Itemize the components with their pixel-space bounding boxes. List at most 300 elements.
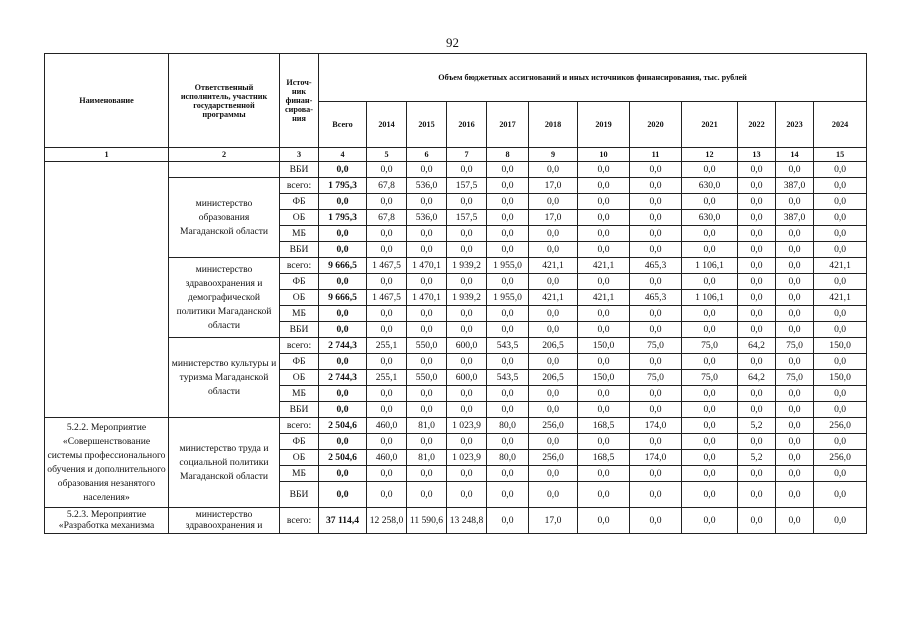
col-number: 6 xyxy=(407,148,447,162)
value-cell: 11 590,6 xyxy=(407,508,447,534)
value-cell: 256,0 xyxy=(814,418,867,434)
value-cell: 550,0 xyxy=(407,370,447,386)
value-cell: 0,0 xyxy=(738,354,776,370)
value-cell: 0,0 xyxy=(776,450,814,466)
value-cell: 0,0 xyxy=(487,226,529,242)
value-cell: 0,0 xyxy=(814,210,867,226)
total-cell: 0,0 xyxy=(319,354,367,370)
value-cell: 67,8 xyxy=(367,210,407,226)
value-cell: 0,0 xyxy=(447,322,487,338)
value-cell: 5,2 xyxy=(738,418,776,434)
source-cell: ОБ xyxy=(280,450,319,466)
value-cell: 0,0 xyxy=(814,466,867,482)
value-cell: 67,8 xyxy=(367,178,407,194)
value-cell: 550,0 xyxy=(407,338,447,354)
value-cell: 0,0 xyxy=(367,194,407,210)
value-cell: 0,0 xyxy=(487,466,529,482)
value-cell: 0,0 xyxy=(447,466,487,482)
value-cell: 0,0 xyxy=(630,466,682,482)
value-cell: 0,0 xyxy=(630,242,682,258)
value-cell: 64,2 xyxy=(738,370,776,386)
value-cell: 75,0 xyxy=(682,338,738,354)
value-cell: 0,0 xyxy=(682,354,738,370)
year-header: 2018 xyxy=(529,102,578,148)
value-cell: 0,0 xyxy=(487,242,529,258)
value-cell: 0,0 xyxy=(682,162,738,178)
value-cell: 0,0 xyxy=(407,434,447,450)
value-cell: 0,0 xyxy=(407,482,447,508)
value-cell: 0,0 xyxy=(776,354,814,370)
header-row-col-numbers xyxy=(45,148,867,162)
total-cell: 0,0 xyxy=(319,466,367,482)
value-cell: 0,0 xyxy=(578,306,630,322)
value-cell: 0,0 xyxy=(630,162,682,178)
value-cell: 0,0 xyxy=(407,354,447,370)
value-cell: 0,0 xyxy=(529,466,578,482)
value-cell: 0,0 xyxy=(447,482,487,508)
value-cell: 64,2 xyxy=(738,338,776,354)
source-cell: ВБИ xyxy=(280,242,319,258)
value-cell: 75,0 xyxy=(630,370,682,386)
value-cell: 600,0 xyxy=(447,370,487,386)
value-cell: 255,1 xyxy=(367,338,407,354)
value-cell: 465,3 xyxy=(630,258,682,274)
value-cell: 150,0 xyxy=(578,338,630,354)
value-cell: 0,0 xyxy=(578,210,630,226)
source-cell: ВБИ xyxy=(280,162,319,178)
value-cell: 387,0 xyxy=(776,178,814,194)
value-cell: 0,0 xyxy=(630,194,682,210)
value-cell: 0,0 xyxy=(776,466,814,482)
value-cell: 0,0 xyxy=(630,226,682,242)
year-header: 2024 xyxy=(814,102,867,148)
value-cell: 1 467,5 xyxy=(367,290,407,306)
value-cell: 0,0 xyxy=(529,354,578,370)
value-cell: 460,0 xyxy=(367,450,407,466)
value-cell: 0,0 xyxy=(407,242,447,258)
value-cell: 0,0 xyxy=(682,242,738,258)
value-cell: 0,0 xyxy=(487,306,529,322)
col-number: 8 xyxy=(487,148,529,162)
value-cell: 0,0 xyxy=(738,466,776,482)
value-cell: 0,0 xyxy=(776,274,814,290)
source-cell: МБ xyxy=(280,466,319,482)
value-cell: 1 470,1 xyxy=(407,290,447,306)
value-cell: 0,0 xyxy=(447,354,487,370)
value-cell: 0,0 xyxy=(529,162,578,178)
year-header: 2023 xyxy=(776,102,814,148)
table-row xyxy=(45,418,867,434)
value-cell: 0,0 xyxy=(367,162,407,178)
value-cell: 0,0 xyxy=(447,226,487,242)
value-cell: 0,0 xyxy=(738,274,776,290)
value-cell: 0,0 xyxy=(738,508,776,534)
source-cell: ФБ xyxy=(280,194,319,210)
value-cell: 12 258,0 xyxy=(367,508,407,534)
value-cell: 0,0 xyxy=(529,226,578,242)
source-cell: ОБ xyxy=(280,290,319,306)
value-cell: 168,5 xyxy=(578,418,630,434)
value-cell: 0,0 xyxy=(738,178,776,194)
col-number: 11 xyxy=(630,148,682,162)
value-cell: 0,0 xyxy=(407,402,447,418)
value-cell: 0,0 xyxy=(776,194,814,210)
source-cell: всего: xyxy=(280,508,319,534)
value-cell: 0,0 xyxy=(447,162,487,178)
value-cell: 255,1 xyxy=(367,370,407,386)
value-cell: 0,0 xyxy=(814,162,867,178)
value-cell: 0,0 xyxy=(407,226,447,242)
total-cell: 9 666,5 xyxy=(319,290,367,306)
total-cell: 0,0 xyxy=(319,162,367,178)
total-cell: 0,0 xyxy=(319,306,367,322)
total-cell: 0,0 xyxy=(319,482,367,508)
value-cell: 256,0 xyxy=(529,418,578,434)
value-cell: 1 467,5 xyxy=(367,258,407,274)
value-cell: 0,0 xyxy=(814,434,867,450)
executor-cell: министерство здравоохранения и демографической политики Магаданской области xyxy=(169,258,280,338)
source-cell: ОБ xyxy=(280,370,319,386)
value-cell: 543,5 xyxy=(487,370,529,386)
executor-cell: министерство образования Магаданской области xyxy=(169,178,280,258)
value-cell: 1 939,2 xyxy=(447,258,487,274)
value-cell: 0,0 xyxy=(776,162,814,178)
source-cell: всего: xyxy=(280,338,319,354)
year-header: 2014 xyxy=(367,102,407,148)
name-cell: 5.2.3. Мероприятие «Разработка механизма xyxy=(45,508,169,534)
value-cell: 0,0 xyxy=(447,274,487,290)
value-cell: 0,0 xyxy=(487,386,529,402)
value-cell: 1 106,1 xyxy=(682,258,738,274)
value-cell: 460,0 xyxy=(367,418,407,434)
value-cell: 0,0 xyxy=(407,274,447,290)
value-cell: 0,0 xyxy=(529,386,578,402)
col-number: 5 xyxy=(367,148,407,162)
value-cell: 150,0 xyxy=(814,370,867,386)
value-cell: 543,5 xyxy=(487,338,529,354)
value-cell: 0,0 xyxy=(447,402,487,418)
value-cell: 174,0 xyxy=(630,450,682,466)
col-header-name: Наименование xyxy=(45,54,169,148)
source-cell: ФБ xyxy=(280,354,319,370)
value-cell: 0,0 xyxy=(578,402,630,418)
value-cell: 0,0 xyxy=(578,242,630,258)
value-cell: 0,0 xyxy=(578,434,630,450)
total-cell: 2 504,6 xyxy=(319,418,367,434)
value-cell: 174,0 xyxy=(630,418,682,434)
table-row xyxy=(45,258,867,274)
value-cell: 1 023,9 xyxy=(447,418,487,434)
value-cell: 0,0 xyxy=(578,354,630,370)
value-cell: 0,0 xyxy=(529,434,578,450)
col-number: 7 xyxy=(447,148,487,162)
value-cell: 168,5 xyxy=(578,450,630,466)
value-cell: 17,0 xyxy=(529,508,578,534)
value-cell: 81,0 xyxy=(407,418,447,434)
value-cell: 0,0 xyxy=(738,258,776,274)
value-cell: 0,0 xyxy=(578,162,630,178)
value-cell: 80,0 xyxy=(487,450,529,466)
value-cell: 0,0 xyxy=(776,258,814,274)
table-row xyxy=(45,338,867,354)
value-cell: 0,0 xyxy=(776,434,814,450)
year-header: 2019 xyxy=(578,102,630,148)
value-cell: 0,0 xyxy=(407,162,447,178)
value-cell: 0,0 xyxy=(407,466,447,482)
value-cell: 0,0 xyxy=(682,194,738,210)
total-cell: 0,0 xyxy=(319,322,367,338)
total-cell: 0,0 xyxy=(319,226,367,242)
year-header: 2016 xyxy=(447,102,487,148)
value-cell: 0,0 xyxy=(776,226,814,242)
value-cell: 0,0 xyxy=(630,508,682,534)
source-cell: ОБ xyxy=(280,210,319,226)
value-cell: 206,5 xyxy=(529,338,578,354)
col-number: 10 xyxy=(578,148,630,162)
value-cell: 0,0 xyxy=(814,354,867,370)
source-cell: МБ xyxy=(280,306,319,322)
table-row xyxy=(45,508,867,534)
value-cell: 0,0 xyxy=(738,162,776,178)
col-number: 13 xyxy=(738,148,776,162)
value-cell: 0,0 xyxy=(487,322,529,338)
source-cell: ВБИ xyxy=(280,402,319,418)
value-cell: 0,0 xyxy=(682,386,738,402)
value-cell: 0,0 xyxy=(630,210,682,226)
value-cell: 0,0 xyxy=(814,194,867,210)
value-cell: 0,0 xyxy=(487,434,529,450)
value-cell: 421,1 xyxy=(578,290,630,306)
value-cell: 0,0 xyxy=(738,210,776,226)
value-cell: 421,1 xyxy=(529,290,578,306)
value-cell: 465,3 xyxy=(630,290,682,306)
value-cell: 0,0 xyxy=(578,194,630,210)
value-cell: 0,0 xyxy=(776,402,814,418)
value-cell: 0,0 xyxy=(367,434,407,450)
value-cell: 1 023,9 xyxy=(447,450,487,466)
value-cell: 0,0 xyxy=(682,434,738,450)
value-cell: 0,0 xyxy=(738,434,776,450)
value-cell: 0,0 xyxy=(367,242,407,258)
source-cell: всего: xyxy=(280,178,319,194)
header-row-1 xyxy=(45,54,867,102)
value-cell: 0,0 xyxy=(630,386,682,402)
value-cell: 75,0 xyxy=(682,370,738,386)
value-cell: 0,0 xyxy=(814,322,867,338)
executor-cell: министерство здравоохранения и xyxy=(169,508,280,534)
value-cell: 0,0 xyxy=(738,226,776,242)
value-cell: 0,0 xyxy=(630,322,682,338)
value-cell: 0,0 xyxy=(367,322,407,338)
value-cell: 630,0 xyxy=(682,210,738,226)
value-cell: 0,0 xyxy=(738,402,776,418)
year-header: 2017 xyxy=(487,102,529,148)
value-cell: 75,0 xyxy=(776,370,814,386)
value-cell: 75,0 xyxy=(630,338,682,354)
value-cell: 0,0 xyxy=(682,450,738,466)
value-cell: 150,0 xyxy=(578,370,630,386)
col-number: 4 xyxy=(319,148,367,162)
value-cell: 0,0 xyxy=(407,322,447,338)
value-cell: 0,0 xyxy=(738,482,776,508)
value-cell: 0,0 xyxy=(682,418,738,434)
col-number: 2 xyxy=(169,148,280,162)
value-cell: 81,0 xyxy=(407,450,447,466)
total-cell: 0,0 xyxy=(319,386,367,402)
col-number: 15 xyxy=(814,148,867,162)
total-cell: 1 795,3 xyxy=(319,210,367,226)
value-cell: 0,0 xyxy=(682,466,738,482)
total-cell: 37 114,4 xyxy=(319,508,367,534)
source-cell: МБ xyxy=(280,226,319,242)
value-cell: 80,0 xyxy=(487,418,529,434)
source-cell: ВБИ xyxy=(280,482,319,508)
value-cell: 0,0 xyxy=(447,194,487,210)
source-cell: ФБ xyxy=(280,434,319,450)
value-cell: 0,0 xyxy=(487,354,529,370)
value-cell: 0,0 xyxy=(487,508,529,534)
total-cell: 0,0 xyxy=(319,194,367,210)
value-cell: 0,0 xyxy=(630,274,682,290)
value-cell: 0,0 xyxy=(487,402,529,418)
value-cell: 0,0 xyxy=(407,386,447,402)
total-cell: 9 666,5 xyxy=(319,258,367,274)
value-cell: 0,0 xyxy=(447,242,487,258)
value-cell: 0,0 xyxy=(776,482,814,508)
source-cell: ФБ xyxy=(280,274,319,290)
table-row xyxy=(45,162,867,178)
value-cell: 0,0 xyxy=(578,178,630,194)
value-cell: 0,0 xyxy=(776,508,814,534)
value-cell: 150,0 xyxy=(814,338,867,354)
value-cell: 17,0 xyxy=(529,178,578,194)
value-cell: 157,5 xyxy=(447,178,487,194)
value-cell: 0,0 xyxy=(738,322,776,338)
value-cell: 256,0 xyxy=(529,450,578,466)
value-cell: 0,0 xyxy=(487,482,529,508)
value-cell: 0,0 xyxy=(776,290,814,306)
value-cell: 0,0 xyxy=(814,242,867,258)
value-cell: 0,0 xyxy=(487,210,529,226)
value-cell: 0,0 xyxy=(578,226,630,242)
value-cell: 0,0 xyxy=(814,482,867,508)
value-cell: 0,0 xyxy=(814,386,867,402)
value-cell: 0,0 xyxy=(814,178,867,194)
value-cell: 0,0 xyxy=(682,402,738,418)
name-cell-continued xyxy=(45,162,169,418)
value-cell: 0,0 xyxy=(682,226,738,242)
value-cell: 0,0 xyxy=(578,466,630,482)
page-number: 92 xyxy=(446,35,459,50)
value-cell: 0,0 xyxy=(630,354,682,370)
total-cell: 0,0 xyxy=(319,434,367,450)
value-cell: 1 470,1 xyxy=(407,258,447,274)
col-header-volume: Объем бюджетных ассигнований и иных источников финансирования, тыс. рублей xyxy=(319,54,867,102)
value-cell: 0,0 xyxy=(367,274,407,290)
total-cell: 0,0 xyxy=(319,402,367,418)
value-cell: 0,0 xyxy=(630,402,682,418)
total-cell: 1 795,3 xyxy=(319,178,367,194)
value-cell: 0,0 xyxy=(776,418,814,434)
value-cell: 0,0 xyxy=(367,386,407,402)
value-cell: 0,0 xyxy=(487,274,529,290)
year-header: 2015 xyxy=(407,102,447,148)
value-cell: 0,0 xyxy=(367,466,407,482)
total-cell: 0,0 xyxy=(319,274,367,290)
value-cell: 1 939,2 xyxy=(447,290,487,306)
source-cell: МБ xyxy=(280,386,319,402)
value-cell: 0,0 xyxy=(487,194,529,210)
value-cell: 421,1 xyxy=(814,258,867,274)
value-cell: 0,0 xyxy=(529,482,578,508)
value-cell: 0,0 xyxy=(630,434,682,450)
col-number: 1 xyxy=(45,148,169,162)
value-cell: 0,0 xyxy=(529,194,578,210)
value-cell: 421,1 xyxy=(529,258,578,274)
value-cell: 421,1 xyxy=(814,290,867,306)
year-header: Всего xyxy=(319,102,367,148)
value-cell: 0,0 xyxy=(682,508,738,534)
value-cell: 0,0 xyxy=(776,386,814,402)
value-cell: 0,0 xyxy=(407,194,447,210)
value-cell: 0,0 xyxy=(814,226,867,242)
total-cell: 2 744,3 xyxy=(319,370,367,386)
value-cell: 0,0 xyxy=(776,306,814,322)
value-cell: 0,0 xyxy=(578,274,630,290)
value-cell: 1 106,1 xyxy=(682,290,738,306)
value-cell: 0,0 xyxy=(367,226,407,242)
value-cell: 0,0 xyxy=(447,306,487,322)
source-cell: ВБИ xyxy=(280,322,319,338)
value-cell: 0,0 xyxy=(407,306,447,322)
col-header-source: Источ-ник финан-сирова-ния xyxy=(280,54,319,148)
value-cell: 1 955,0 xyxy=(487,290,529,306)
value-cell: 0,0 xyxy=(630,306,682,322)
value-cell: 0,0 xyxy=(487,178,529,194)
value-cell: 0,0 xyxy=(529,402,578,418)
value-cell: 206,5 xyxy=(529,370,578,386)
value-cell: 0,0 xyxy=(578,482,630,508)
value-cell: 0,0 xyxy=(776,242,814,258)
value-cell: 0,0 xyxy=(367,354,407,370)
value-cell: 0,0 xyxy=(738,386,776,402)
value-cell: 0,0 xyxy=(682,482,738,508)
value-cell: 0,0 xyxy=(738,290,776,306)
value-cell: 0,0 xyxy=(738,194,776,210)
col-number: 12 xyxy=(682,148,738,162)
total-cell: 0,0 xyxy=(319,242,367,258)
value-cell: 0,0 xyxy=(814,274,867,290)
col-number: 9 xyxy=(529,148,578,162)
col-number: 3 xyxy=(280,148,319,162)
value-cell: 17,0 xyxy=(529,210,578,226)
value-cell: 0,0 xyxy=(487,162,529,178)
value-cell: 0,0 xyxy=(447,434,487,450)
value-cell: 630,0 xyxy=(682,178,738,194)
year-header: 2020 xyxy=(630,102,682,148)
value-cell: 0,0 xyxy=(814,402,867,418)
value-cell: 0,0 xyxy=(630,178,682,194)
value-cell: 0,0 xyxy=(529,242,578,258)
col-number: 14 xyxy=(776,148,814,162)
executor-cell: министерство труда и социальной политики Магаданской области xyxy=(169,418,280,508)
value-cell: 1 955,0 xyxy=(487,258,529,274)
value-cell: 0,0 xyxy=(682,306,738,322)
value-cell: 0,0 xyxy=(529,306,578,322)
executor-cell-continued xyxy=(169,162,280,178)
value-cell: 536,0 xyxy=(407,210,447,226)
value-cell: 0,0 xyxy=(776,322,814,338)
